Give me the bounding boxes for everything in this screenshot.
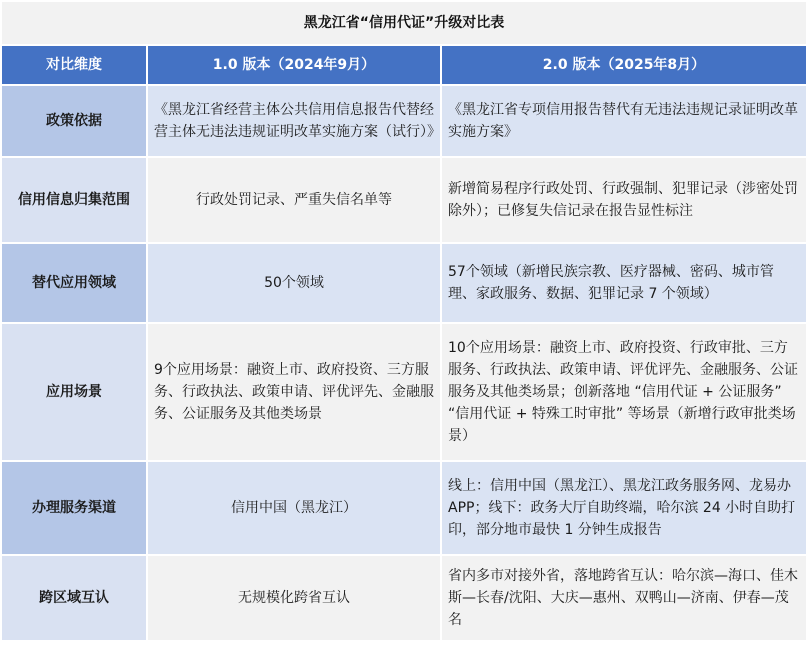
row-version-2: 线上：信用中国（黑龙江）、黑龙江政务服务网、龙易办 APP；线下：政务大厅自助终端，哈尔滨 24 小时自助打印，部分地市最快 1 分钟生成报告: [441, 461, 807, 555]
header-row: [1, 45, 807, 85]
row-version-1: 无规模化跨省互认: [147, 555, 441, 641]
table-row: [1, 323, 807, 461]
table-row: [1, 157, 807, 243]
row-version-1: 9个应用场景：融资上市、政府投资、三方服务、行政执法、政策申请、评优评先、金融服务、公证服务及其他类场景: [147, 323, 441, 461]
table-row: [1, 85, 807, 157]
row-dimension: 应用场景: [1, 323, 147, 461]
row-dimension: 信用信息归集范围: [1, 157, 147, 243]
row-version-2: 《黑龙江省专项信用报告替代有无违法违规记录证明改革实施方案》: [441, 85, 807, 157]
table-row: [1, 243, 807, 323]
row-version-2: 新增简易程序行政处罚、行政强制、犯罪记录（涉密处罚除外）；已修复失信记录在报告显性标注: [441, 157, 807, 243]
row-version-1: 行政处罚记录、严重失信名单等: [147, 157, 441, 243]
row-version-1: 50个领域: [147, 243, 441, 323]
row-version-1: 信用中国（黑龙江）: [147, 461, 441, 555]
row-version-2: 10个应用场景：融资上市、政府投资、行政审批、三方服务、行政执法、政策申请、评优评先、金融服务、公证服务及其他类场景；创新落地 “信用代证 + 公证服务” “信用代证 + 特殊工时审批” 等场景（新增行政审批类场景）: [441, 323, 807, 461]
row-dimension: 跨区域互认: [1, 555, 147, 641]
header-version-1: 1.0 版本（2024年9月）: [147, 45, 441, 85]
row-version-1: 《黑龙江省经营主体公共信用信息报告代替经营主体无违法违规证明改革实施方案（试行）》: [147, 85, 441, 157]
row-dimension: 替代应用领域: [1, 243, 147, 323]
table-title: 黑龙江省“信用代证”升级对比表: [1, 1, 807, 45]
row-version-2: 57个领域（新增民族宗教、医疗器械、密码、城市管理、家政服务、数据、犯罪记录 7 个领域）: [441, 243, 807, 323]
row-dimension: 政策依据: [1, 85, 147, 157]
header-version-2: 2.0 版本（2025年8月）: [441, 45, 807, 85]
title-row: [1, 1, 807, 45]
table-row: [1, 555, 807, 641]
row-version-2: 省内多市对接外省，落地跨省互认：哈尔滨—海口、佳木斯—长春/沈阳、大庆—惠州、双鸭山—济南、伊春—茂名: [441, 555, 807, 641]
header-dimension: 对比维度: [1, 45, 147, 85]
row-dimension: 办理服务渠道: [1, 461, 147, 555]
table-row: [1, 461, 807, 555]
